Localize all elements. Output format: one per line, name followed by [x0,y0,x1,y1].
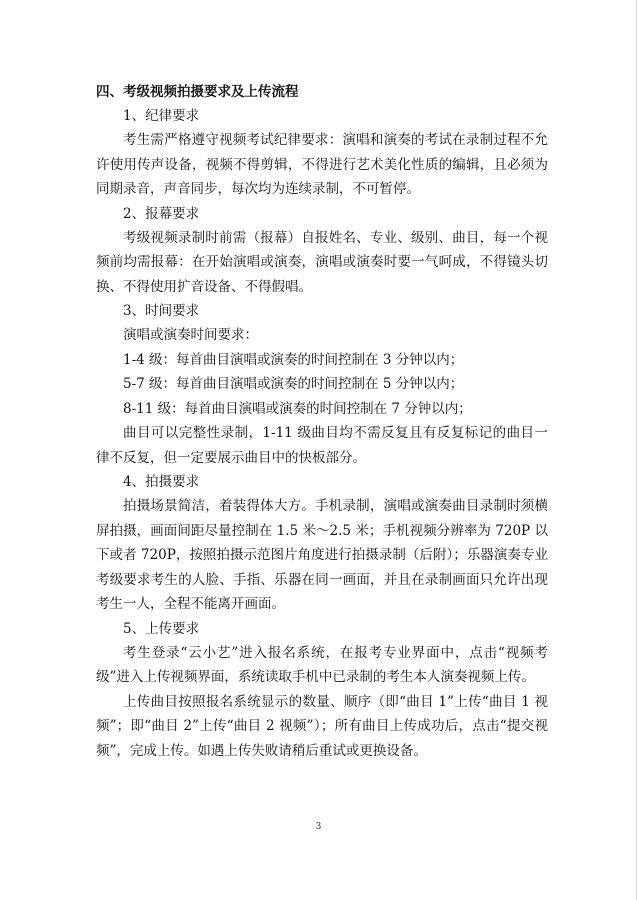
section-heading: 四、考级视频拍摄要求及上传流程 [96,84,299,100]
paragraph-filming: 拍摄场景简洁，着装得体大方。手机录制，演唱或演奏曲目录制时须横屏拍摄，画面间距尽量控制在 1.5 米～2.5 米；手机视频分辨率为 720P 以下或者 720P，按照拍摄示范图片角度进行拍摄录制（后附）；乐器演奏专业考级要求考生的人脸、手指、乐器在同一画面，并且在录制画面只允许出现考生一人，全程不能离开画面。 [96,498,548,612]
time-line-level-5-7: 5-7 级：每首曲目演唱或演奏的时间控制在 5 分钟以内； [123,376,464,392]
subsection-title-filming: 4、拍摄要求 [123,474,200,490]
paragraph-upload-order: 上传曲目按照报名系统显示的数量、顺序（即“曲目 1”上传“曲目 1 视频”；即“曲目 2”上传“曲目 2 视频”）；所有曲目上传成功后，点击“提交视频”，完成上传。如遇上传失败请稍后重试或更换设备。 [96,693,548,759]
time-line-level-1-4: 1-4 级：每首曲目演唱或演奏的时间控制在 3 分钟以内； [123,351,464,368]
time-line-level-8-11: 8-11 级：每首曲目演唱或演奏的时间控制在 7 分钟以内； [123,400,472,417]
paragraph-upload-login: 考生登录“云小艺”进入报名系统，在报考专业界面中，点击“视频考级”进入上传视频界面，系统读取手机中已录制的考生本人演奏视频上传。 [96,644,548,685]
subsection-title-discipline: 1、纪律要求 [123,108,200,124]
paragraph-announcement: 考级视频录制时前需（报幕）自报姓名、专业、级别、曲目，每一个视频前均需报幕：在开始演唱或演奏，演唱或演奏时要一气呵成，不得镜头切换、不得使用扩音设备、不得假唱。 [96,229,548,295]
page-number: 3 [315,822,322,832]
time-line-intro: 演唱或演奏时间要求： [123,327,258,343]
subsection-title-upload: 5、上传要求 [123,620,200,637]
paragraph-repeat: 曲目可以完整性录制，1-11 级曲目均不需反复且有反复标记的曲目一律不反复，但一定要展示曲目中的快板部分。 [96,425,548,466]
document-body [96,80,548,763]
subsection-title-time: 3、时间要求 [123,303,200,319]
subsection-title-announcement: 2、报幕要求 [123,205,200,222]
paragraph-discipline: 考生需严格遵守视频考试纪律要求：演唱和演奏的考试在录制过程不允许使用传声设备，视频不得剪辑，不得进行艺术美化性质的编辑，且必须为同期录音，声音同步，每次均为连续录制，不可暂停。 [96,132,548,197]
